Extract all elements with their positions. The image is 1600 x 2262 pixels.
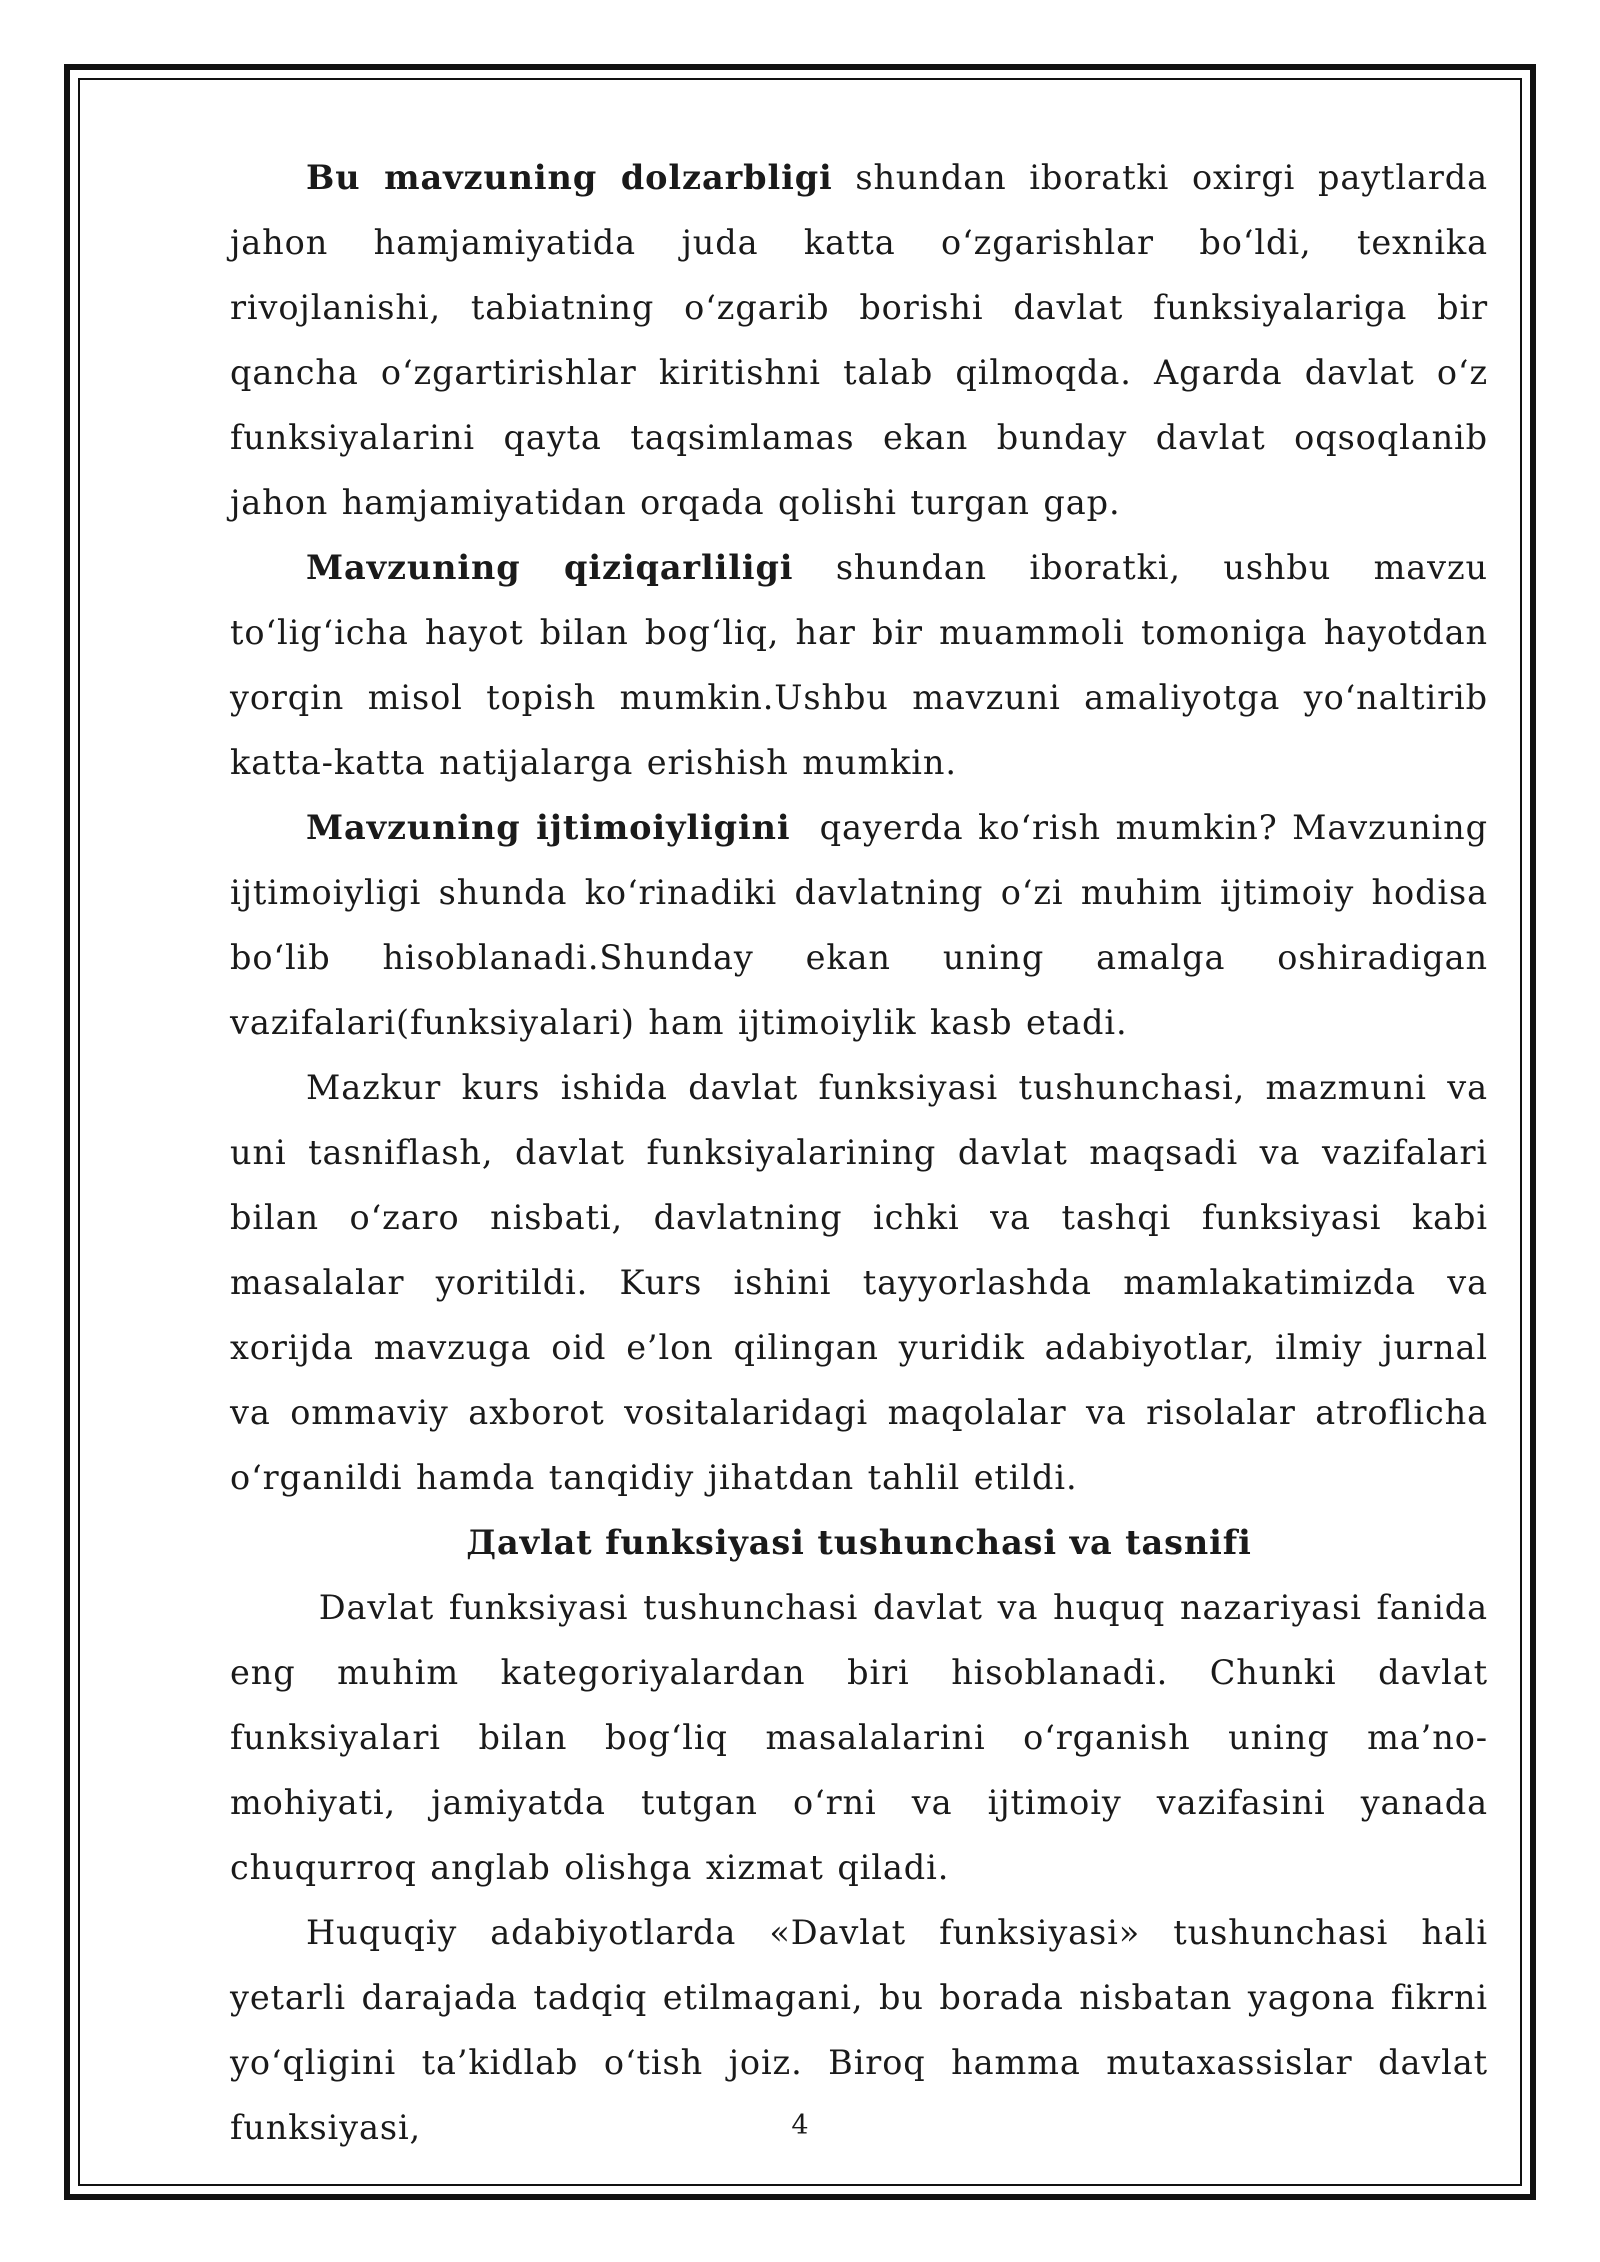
paragraph-text: shundan iboratki oxirgi paytlarda jahon hamjamiyatida juda katta o‘zgarishlar bo‘ldi, texnika rivojlanishi, tabiatning o‘zgarib borishi davlat funksiyalariga bir qancha o‘zgartirishlar kiritishni talab qilmoqda. Agarda davlat o‘z funksiyalarini qayta taqsimlamas ekan bunday davlat oqsoqlanib jahon hamjamiyatidan orqada qolishi turgan gap. [230,158,1489,522]
paragraph-text: shundan iboratki, ushbu mavzu to‘lig‘icha hayot bilan bog‘liq, har bir muammoli tomoniga hayotdan yorqin misol topish mumkin.Ushbu mavzuni amaliyotga yo‘naltirib katta-katta natijalarga erishish mumkin. [230,548,1488,782]
paragraph-kurs-ishi [230,1055,1488,1510]
paragraph-text: Mazkur kurs ishida davlat funksiyasi tushunchasi, mazmuni va uni tasniflash, davlat funksiyalarining davlat maqsadi va vazifalari bilan o‘zaro nisbati, davlatning ichki va tashqi funksiyasi kabi masalalar yoritildi. Kurs ishini tayyorlashda mamlakatimizda va xorijda mavzuga oid e’lon qilingan yuridik adabiyotlar, ilmiy jurnal va ommaviy axborot vositalaridagi maqolalar va risolalar atroflicha o‘rganildi hamda tanqidiy jihatdan tahlil etildi. [230,1068,1488,1497]
paragraph-tushuncha [230,1575,1502,1900]
paragraph-ijtimoiylik [230,795,1502,1055]
page-number: 4 [791,2110,809,2141]
paragraph-lead: Mavzuning qiziqarliligi [306,548,794,587]
paragraph-lead: Bu mavzuning dolzarbligi [306,158,833,197]
paragraph-text: Huquqiy adabiyotlarda «Davlat funksiyasi» tushunchasi hali yetarli darajada tadqiq etilmagani, bu borada nisbatan yagona fikrni yo‘qligini ta’kidlab o‘tish joiz. Biroq hamma mutaxassislar davlat funksiyasi, [230,1913,1488,2147]
paragraph-dolzarblik [230,145,1488,535]
paragraph-qiziqarlilik [230,535,1488,795]
section-heading: Дavlat funksiyasi tushunchasi va tasnifi [466,1523,1252,1562]
document-body [230,145,1502,2160]
paragraph-text: Davlat funksiyasi tushunchasi davlat va huquq nazariyasi fanida eng muhim kategoriyalardan biri hisoblanadi. Chunki davlat funksiyalari bilan bog‘liq masalalarini o‘rganish uning ma’no-mohiyati, jamiyatda tutgan o‘rni va ijtimoiy vazifasini yanada chuqurroq anglab olishga xizmat qiladi. [230,1588,1502,1887]
paragraph-lead: Mavzuning ijtimoiyligini [306,808,791,847]
paragraph-text: qayerda ko‘rish mumkin? Mavzuning ijtimoiyligi shunda ko‘rinadiki davlatning o‘zi muhim ijtimoiy hodisa bo‘lib hisoblanadi.Shunday ekan uning amalga oshiradigan vazifalari(funksiyalari) ham ijtimoiylik kasb etadi. [230,808,1502,1042]
